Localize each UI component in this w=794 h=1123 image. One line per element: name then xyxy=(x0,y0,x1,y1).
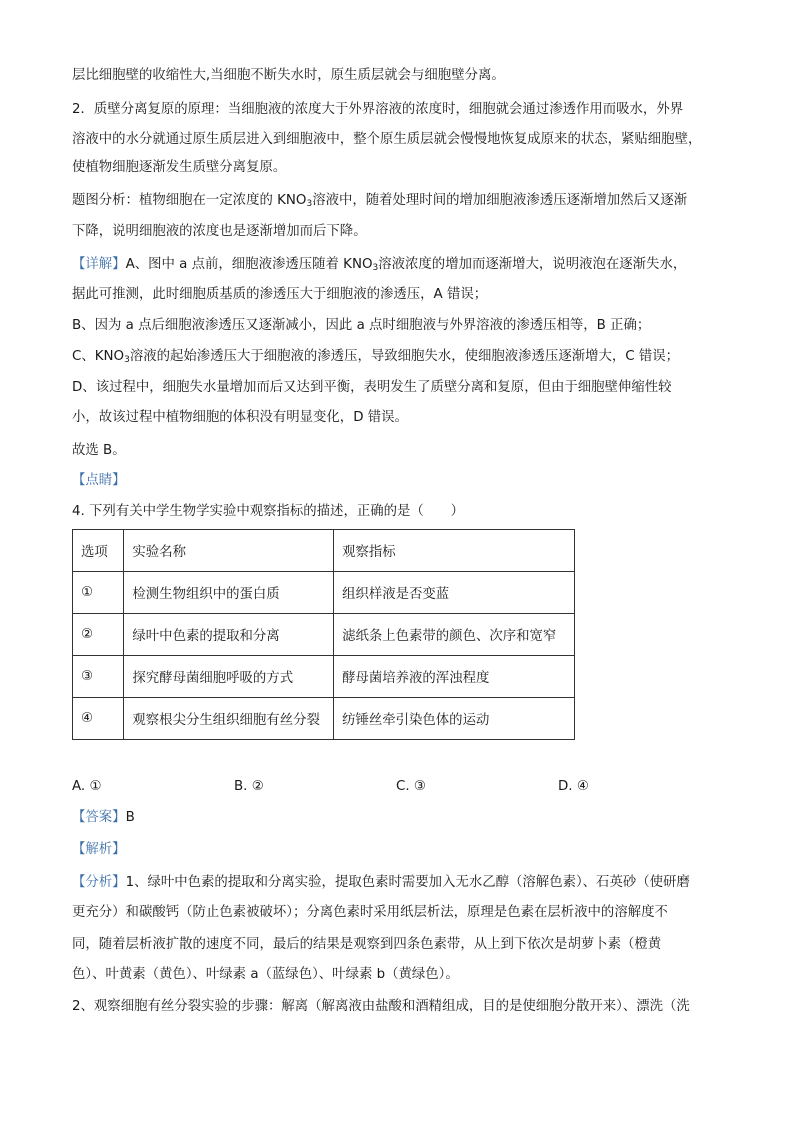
text-line: 2．质壁分离复原的原理：当细胞液的浓度大于外界溶液的浓度时，细胞就会通过渗透作用而吸水，外界 xyxy=(72,102,684,117)
table-cell: 纺锤丝牵引染色体的运动 xyxy=(334,698,575,740)
options-table xyxy=(72,529,575,740)
answer-label: 【答案】 xyxy=(72,810,126,825)
table-row xyxy=(73,572,575,614)
question-4: 4. 下列有关中学生物学实验中观察指标的描述，正确的是（ ） xyxy=(72,504,464,519)
text-line: 据此可推测，此时细胞质基质的渗透压大于细胞液的渗透压，A 错误； xyxy=(72,287,488,302)
table-row xyxy=(73,656,575,698)
choice-c: C. ③ xyxy=(396,779,426,794)
table-cell: 组织样液是否变蓝 xyxy=(334,572,575,614)
comment-label: 【点睛】 xyxy=(72,473,126,488)
text-line: 【分析】1、绿叶中色素的提取和分离实验，提取色素时需要加入无水乙醇（溶解色素）、石英砂（使研磨 xyxy=(72,875,690,890)
text-line: 溶液中的水分就通过原生质层进入到细胞液中，整个原生质层就会慢慢地恢复成原来的状态，紧贴细胞壁， xyxy=(72,132,702,147)
text-line: 更充分）和碳酸钙（防止色素被破坏）；分离色素时采用纸层析法，原理是色素在层析液中的溶解度不 xyxy=(72,905,668,920)
text-line: 层比细胞壁的收缩性大,当细胞不断失水时，原生质层就会与细胞壁分离。 xyxy=(72,68,505,83)
table-cell: 绿叶中色素的提取和分离 xyxy=(124,614,334,656)
table-cell: ④ xyxy=(73,698,124,740)
table-row xyxy=(73,614,575,656)
choice-a: A. ① xyxy=(72,779,102,794)
table-cell: 观察根尖分生组织细胞有丝分裂 xyxy=(124,698,334,740)
text-line: 使植物细胞逐渐发生质壁分离复原。 xyxy=(72,160,287,175)
text-line: 小，故该过程中植物细胞的体积没有明显变化，D 错误。 xyxy=(72,410,408,425)
analysis-sub-label: 【分析】 xyxy=(72,875,126,890)
text-line: 故选 B。 xyxy=(72,443,126,458)
text-line: 【详解】A、图中 a 点前，细胞液渗透压随着 $KNO_3$溶液浓度的增加而逐渐增大，说明液泡在逐渐失水， xyxy=(72,257,687,273)
table-row xyxy=(73,698,575,740)
choice-b: B. ② xyxy=(234,779,264,794)
text-line: 色）、叶黄素（黄色）、叶绿素 a（蓝绿色）、叶绿素 b（黄绿色）。 xyxy=(72,967,459,982)
text-line: C、$KNO_3$溶液的起始渗透压大于细胞液的渗透压，导致细胞失水，使细胞液渗透压逐渐增大，C 错误； xyxy=(72,349,680,365)
text-line: 同，随着层析液扩散的速度不同，最后的结果是观察到四条色素带，从上到下依次是胡萝卜素（橙黄 xyxy=(72,937,662,952)
table-header-cell: 选项 xyxy=(73,530,124,572)
table-cell: 滤纸条上色素带的颜色、次序和宽窄 xyxy=(334,614,575,656)
table-cell: 检测生物组织中的蛋白质 xyxy=(124,572,334,614)
text-line: D、该过程中，细胞失水量增加而后又达到平衡，表明发生了质壁分离和复原，但由于细胞壁伸缩性较 xyxy=(72,380,672,395)
table-header-row xyxy=(73,530,575,572)
text-line: 下降，说明细胞液的浓度也是逐渐增加而后下降。 xyxy=(72,224,367,239)
table-header-cell: 实验名称 xyxy=(124,530,334,572)
table-cell: ② xyxy=(73,614,124,656)
table-cell: 酵母菌培养液的浑浊程度 xyxy=(334,656,575,698)
analysis-label: 【解析】 xyxy=(72,842,126,857)
table-cell: ③ xyxy=(73,656,124,698)
table-cell: ① xyxy=(73,572,124,614)
answer-value: B xyxy=(125,810,135,825)
text-line: 题图分析：植物细胞在一定浓度的 $KNO_3$溶液中，随着处理时间的增加细胞液渗透压逐渐增加然后又逐渐 xyxy=(72,193,688,209)
table-cell: 探究酵母菌细胞呼吸的方式 xyxy=(124,656,334,698)
detail-label: 【详解】 xyxy=(72,257,126,272)
table-header-cell: 观察指标 xyxy=(334,530,575,572)
answer-line xyxy=(72,808,135,828)
choice-d: D. ④ xyxy=(558,779,589,794)
text-line: 2、观察细胞有丝分裂实验的步骤：解离（解离液由盐酸和酒精组成，目的是使细胞分散开来）、漂洗（洗 xyxy=(72,999,690,1014)
text-line: B、因为 a 点后细胞液渗透压又逐渐减小，因此 a 点时细胞液与外界溶液的渗透压相等，B 正确； xyxy=(72,318,651,333)
